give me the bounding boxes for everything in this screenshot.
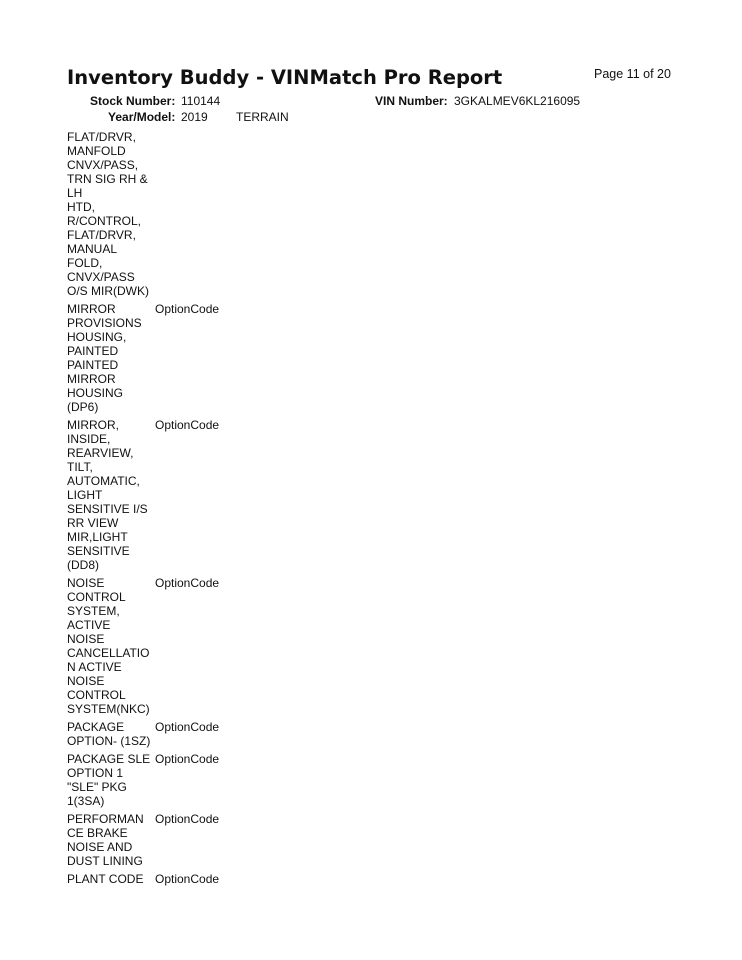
option-description: PACKAGE SLE OPTION 1 "SLE" PKG 1(3SA) bbox=[67, 752, 151, 808]
option-row bbox=[67, 130, 327, 298]
option-row bbox=[67, 576, 327, 716]
model-value: TERRAIN bbox=[236, 110, 289, 124]
option-description: PLANT CODE bbox=[67, 872, 144, 886]
option-row bbox=[67, 752, 327, 808]
option-row bbox=[67, 872, 327, 886]
option-description: NOISE CONTROL SYSTEM, ACTIVE NOISE CANCELLATIO N ACTIVE NOISE CONTROL SYSTEM(NKC) bbox=[67, 576, 150, 716]
option-type: OptionCode bbox=[155, 302, 220, 316]
year-model-label: Year/Model: bbox=[108, 110, 176, 124]
option-row bbox=[67, 418, 327, 572]
options-list bbox=[67, 130, 327, 890]
option-description: PERFORMAN CE BRAKE NOISE AND DUST LINING bbox=[67, 812, 144, 868]
vin-number-value: 3GKALMEV6KL216095 bbox=[454, 94, 581, 108]
stock-number-value: 110144 bbox=[181, 94, 221, 108]
option-row bbox=[67, 720, 327, 748]
option-row bbox=[67, 812, 327, 868]
option-type: OptionCode bbox=[155, 720, 220, 734]
option-row bbox=[67, 302, 327, 414]
report-title: Inventory Buddy - VINMatch Pro Report bbox=[67, 66, 503, 89]
option-description: MIRROR, INSIDE, REARVIEW, TILT, AUTOMATIC, LIGHT SENSITIVE I/S RR VIEW MIR,LIGHT SENSITIVE (DD8) bbox=[67, 418, 148, 572]
option-description: MIRROR PROVISIONS HOUSING, PAINTED PAINTED MIRROR HOUSING (DP6) bbox=[67, 302, 142, 414]
option-type: OptionCode bbox=[155, 812, 220, 826]
stock-number-label: Stock Number: bbox=[90, 94, 176, 108]
option-description: FLAT/DRVR, MANFOLD CNVX/PASS, TRN SIG RH & LH HTD, R/CONTROL, FLAT/DRVR, MANUAL FOLD, CNVX/PASS O/S MIR(DWK) bbox=[67, 130, 149, 298]
option-description: PACKAGE OPTION- (1SZ) bbox=[67, 720, 151, 748]
vin-number-label: VIN Number: bbox=[375, 94, 448, 108]
page-number: Page 11 of 20 bbox=[594, 67, 671, 81]
year-value: 2019 bbox=[181, 110, 208, 124]
option-type: OptionCode bbox=[155, 752, 220, 766]
option-type: OptionCode bbox=[155, 418, 220, 432]
option-type: OptionCode bbox=[155, 872, 220, 886]
option-type: OptionCode bbox=[155, 576, 220, 590]
